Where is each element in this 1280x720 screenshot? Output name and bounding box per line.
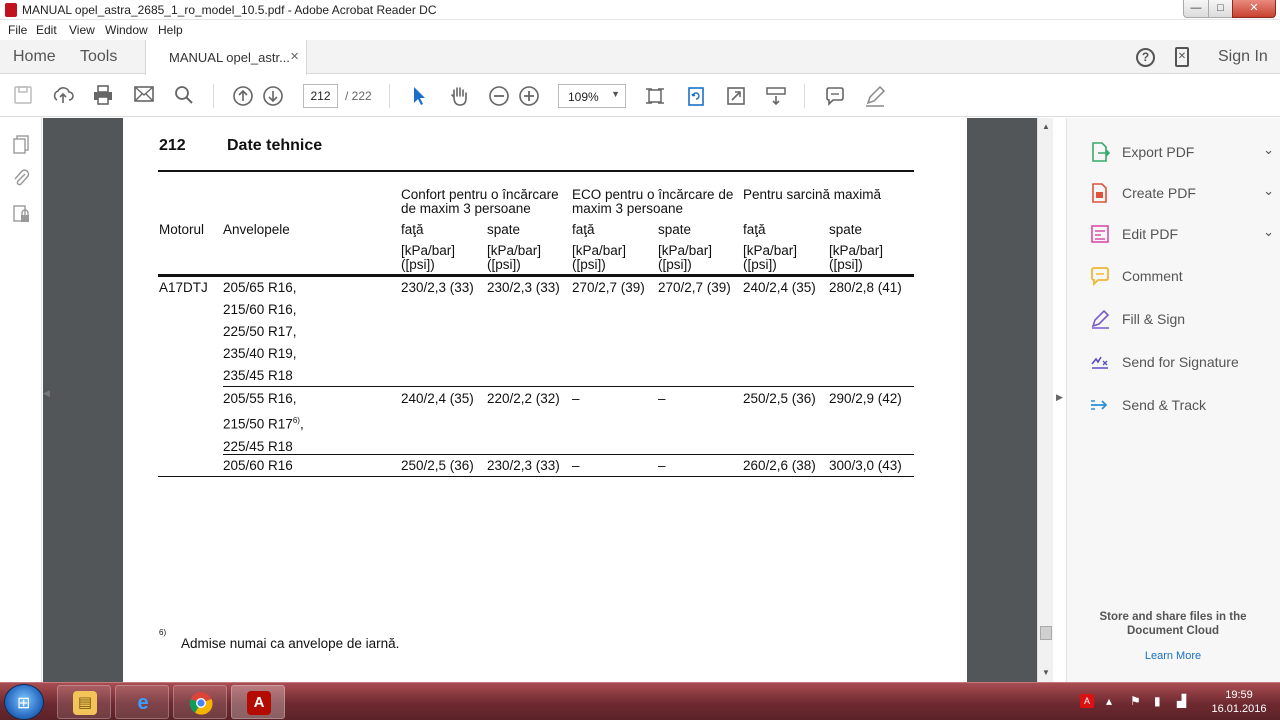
scroll-mode-icon[interactable] (765, 85, 787, 107)
tool-label: Send for Signature (1122, 354, 1239, 370)
toolbar-separator (804, 84, 805, 108)
export-pdf-icon (1089, 141, 1111, 163)
axle-label: spate (658, 222, 692, 237)
pressure-value: 220/2,2 (32) (487, 391, 560, 406)
pressure-value: 260/2,6 (38) (743, 458, 816, 473)
save-icon[interactable] (12, 85, 34, 107)
tool-label: Send & Track (1122, 397, 1207, 413)
header-group-eco: ECO pentru o încărcare de maxim 3 persoane (572, 187, 734, 216)
pdf-page (123, 118, 967, 682)
menu-window[interactable]: Window (105, 23, 148, 37)
header-group-max-load: Pentru sarcină maximă (743, 187, 882, 202)
tyre-size: 205/65 R16, (223, 280, 297, 295)
unit-label: [kPa/bar] ([psi]) (572, 243, 627, 272)
column-header-motor: Motorul (159, 222, 205, 237)
zoom-out-icon[interactable] (488, 85, 510, 107)
close-button[interactable]: ✕ (1232, 0, 1276, 18)
pressure-value: 250/2,5 (36) (743, 391, 816, 406)
header-rule (158, 170, 914, 172)
home-tab[interactable]: Home (13, 48, 56, 65)
page-total: / 222 (345, 89, 372, 103)
edit-pdf-icon (1089, 223, 1111, 245)
unit-label: [kPa/bar] ([psi]) (658, 243, 713, 272)
help-icon[interactable]: ? (1136, 48, 1155, 67)
pressure-value: 290/2,9 (42) (829, 391, 902, 406)
tool-edit-pdf[interactable] (1089, 222, 1274, 246)
tyre-size: 215/60 R16, (223, 302, 297, 317)
internet-explorer-icon: e (137, 692, 149, 714)
page-number-input[interactable]: 212 (303, 84, 338, 108)
left-panel-toggle-icon[interactable]: ◀ (43, 388, 50, 398)
zoom-in-icon[interactable] (518, 85, 540, 107)
unit-label: [kPa/bar] ([psi]) (401, 243, 456, 272)
footnote-ref: 6) (292, 416, 300, 425)
row2-tyres (223, 388, 304, 458)
pressure-value: 250/2,5 (36) (401, 458, 474, 473)
acrobat-icon: A (247, 691, 271, 715)
column-header-tyres: Anvelopele (223, 222, 290, 237)
scroll-up-icon[interactable]: ▲ (1042, 122, 1050, 131)
zoom-value: 109% (568, 90, 599, 104)
pressure-value: 270/2,7 (39) (572, 280, 645, 295)
pressure-value: 230/2,3 (33) (401, 280, 474, 295)
pressure-value: 230/2,3 (33) (487, 458, 560, 473)
show-hidden-icons[interactable]: ▴ (1106, 694, 1113, 708)
flag-icon[interactable]: ⚑ (1130, 694, 1141, 708)
email-icon[interactable] (133, 85, 155, 107)
send-signature-icon (1089, 351, 1111, 373)
unit-label: [kPa/bar] ([psi]) (487, 243, 542, 272)
page-up-icon[interactable] (232, 85, 254, 107)
unit-label: [kPa/bar] ([psi]) (829, 243, 884, 272)
row3-tyres (223, 455, 293, 477)
acrobat-tray-icon[interactable]: A (1080, 694, 1094, 708)
footnote-number: 6) (159, 628, 167, 637)
header-group-confort: Confort pentru o încărcare de maxim 3 persoane (401, 187, 559, 216)
comment-icon (1089, 265, 1111, 287)
pressure-value: – (572, 391, 580, 406)
select-cursor-icon[interactable] (408, 85, 430, 107)
windows-logo-icon: ⊞ (17, 695, 31, 712)
chevron-down-icon: ▼ (611, 89, 620, 99)
menu-edit[interactable]: Edit (36, 23, 57, 37)
page-thumbnails-icon[interactable] (11, 134, 31, 154)
learn-more-link[interactable]: Learn More (1144, 650, 1202, 662)
page-down-icon[interactable] (262, 85, 284, 107)
tyre-size: 225/50 R17, (223, 324, 297, 339)
security-icon[interactable] (11, 204, 31, 224)
menu-help[interactable]: Help (158, 23, 183, 37)
axle-label: spate (829, 222, 863, 237)
taskbar-acrobat[interactable] (231, 685, 285, 719)
tool-create-pdf[interactable] (1089, 181, 1274, 205)
window-title: MANUAL opel_astra_2685_1_ro_model_10.5.pdf - Adobe Acrobat Reader DC (22, 3, 437, 17)
pressure-value: 300/3,0 (43) (829, 458, 902, 473)
document-tab[interactable] (145, 40, 307, 75)
tool-export-pdf[interactable] (1089, 140, 1274, 164)
hand-icon[interactable] (448, 85, 470, 107)
print-icon[interactable] (92, 85, 114, 107)
menu-view[interactable]: View (69, 23, 95, 37)
pressure-value: 230/2,3 (33) (487, 280, 560, 295)
battery-icon[interactable]: ▮ (1154, 694, 1161, 708)
pressure-value: – (658, 458, 666, 473)
tyre-size: 205/55 R16, (223, 391, 297, 406)
tyre-size: 205/60 R16 (223, 458, 293, 473)
toolbar (0, 75, 1280, 117)
clock-date: 16.01.2016 (1211, 703, 1267, 715)
pen-icon[interactable] (864, 85, 886, 107)
maximize-button[interactable]: □ (1208, 0, 1233, 18)
tool-label: Comment (1122, 268, 1183, 284)
chevron-down-icon[interactable]: ⌄ (1263, 142, 1274, 157)
network-icon[interactable]: ▟ (1177, 694, 1187, 708)
rotate-icon[interactable] (685, 85, 707, 107)
row-divider (223, 386, 914, 387)
pressure-value: 270/2,7 (39) (658, 280, 731, 295)
toolbar-separator (389, 84, 390, 108)
menu-file[interactable]: File (8, 23, 28, 37)
comment-icon[interactable] (824, 85, 846, 107)
page-number: 212 (159, 137, 186, 154)
create-pdf-icon (1089, 182, 1111, 204)
axle-label: faţă (572, 222, 595, 237)
document-cloud-promo: Store and share files in the Document Cloud (1099, 611, 1247, 637)
chevron-down-icon[interactable]: ⌄ (1263, 224, 1274, 239)
document-tab-label: MANUAL opel_astr... (169, 50, 290, 65)
tool-send-track[interactable] (1089, 393, 1274, 417)
tool-label: Create PDF (1122, 185, 1196, 201)
sign-in-link[interactable]: Sign In (1218, 48, 1268, 65)
acrobat-app-icon (5, 3, 17, 17)
upload-icon[interactable] (52, 85, 74, 107)
attachments-icon[interactable] (11, 168, 31, 188)
document-viewport[interactable] (43, 118, 1037, 682)
scroll-down-icon[interactable]: ▼ (1042, 668, 1050, 677)
windows-taskbar (0, 682, 1280, 720)
full-screen-icon[interactable] (725, 85, 747, 107)
tools-tab[interactable]: Tools (80, 48, 118, 65)
tyre-size: 235/45 R18 (223, 368, 293, 383)
taskbar-clock[interactable] (1203, 688, 1275, 716)
left-navigation-rail (0, 118, 42, 682)
page-header (159, 137, 323, 155)
fill-sign-icon (1089, 308, 1111, 330)
taskbar-chrome[interactable] (173, 685, 227, 719)
pressure-value: 240/2,4 (35) (401, 391, 474, 406)
right-panel-toggle-icon[interactable]: ▶ (1056, 392, 1063, 402)
title-bar (0, 0, 1280, 20)
right-panel-toggle[interactable] (1054, 118, 1066, 682)
clock-time: 19:59 (1225, 689, 1253, 701)
send-track-icon (1089, 394, 1111, 416)
tool-fill-sign[interactable] (1089, 307, 1274, 331)
tool-send-for-signature[interactable] (1089, 350, 1274, 374)
mobile-link-icon[interactable]: ✕ (1175, 47, 1189, 67)
tool-label: Export PDF (1122, 144, 1195, 160)
axle-label: faţă (743, 222, 766, 237)
tool-label: Fill & Sign (1122, 311, 1186, 327)
pressure-value: 280/2,8 (41) (829, 280, 902, 295)
row1-tyres (223, 277, 297, 387)
chrome-icon (189, 691, 213, 715)
vertical-scrollbar[interactable] (1037, 118, 1053, 682)
pressure-value: – (572, 458, 580, 473)
search-icon[interactable] (173, 85, 195, 107)
footnote-text: Admise numai ca anvelope de iarnă. (181, 636, 400, 651)
scroll-thumb[interactable] (1040, 626, 1052, 640)
tyre-size-suffix: , (299, 416, 304, 432)
zoom-select[interactable] (558, 84, 626, 108)
pressure-value: – (658, 391, 666, 406)
menu-bar (0, 20, 1280, 40)
table-bottom-rule (158, 476, 914, 477)
axle-label: spate (487, 222, 521, 237)
nav-bar (0, 40, 1280, 74)
taskbar-file-explorer[interactable] (57, 685, 111, 719)
file-explorer-icon: ▤ (73, 691, 97, 715)
taskbar-internet-explorer[interactable] (115, 685, 169, 719)
section-title: Date tehnice (227, 137, 323, 154)
fit-page-icon[interactable] (644, 85, 666, 107)
pressure-value: 240/2,4 (35) (743, 280, 816, 295)
tools-pane (1066, 118, 1280, 682)
axle-label: faţă (401, 222, 424, 237)
footnote-marker (159, 628, 167, 648)
tyre-size: 235/40 R19, (223, 346, 297, 361)
unit-label: [kPa/bar] ([psi]) (743, 243, 798, 272)
start-button[interactable] (4, 684, 44, 720)
tool-label: Edit PDF (1122, 226, 1179, 242)
minimize-button[interactable]: — (1183, 0, 1209, 18)
tyre-size-with-footnote (223, 410, 304, 436)
tool-comment[interactable] (1089, 264, 1274, 288)
document-tab-close-icon[interactable]: ✕ (290, 51, 300, 63)
tyre-size: 215/50 R17 (223, 416, 293, 432)
toolbar-separator (213, 84, 214, 108)
tyre-size: 225/45 R18 (223, 438, 293, 454)
chevron-down-icon[interactable]: ⌄ (1263, 183, 1274, 198)
row1-motor: A17DTJ (159, 280, 208, 295)
